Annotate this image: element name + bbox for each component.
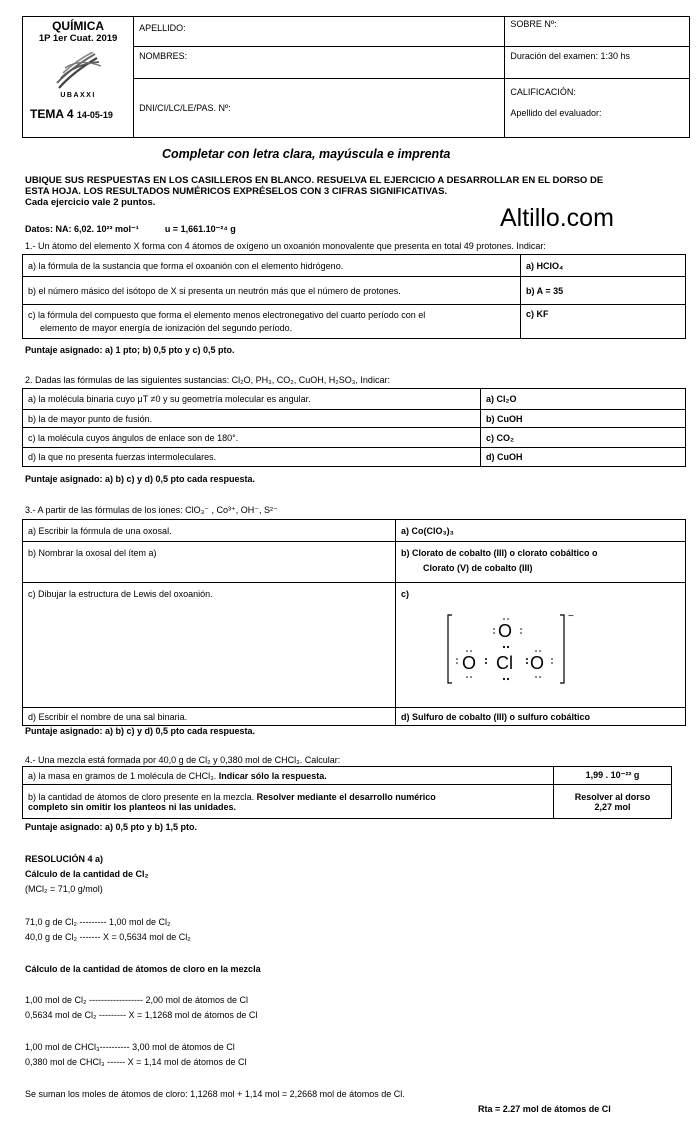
resolution-line-1: 71,0 g de Cl₂ --------- 1,00 mol de Cl₂ [25,917,171,927]
subject-name: QUÍMICA [52,19,105,33]
exam-date: 14-05-19 [76,110,113,120]
watermark: Altillo.com [500,204,614,232]
table-row [23,428,686,448]
resolution-subheading-2: Cálculo de la cantidad de átomos de cloro en la mezcla [25,964,261,974]
subject-cell [23,17,134,138]
dni-field[interactable]: DNI/CI/LC/LE/PAS. Nº: [134,79,505,138]
resolution-line-2: 40,0 g de Cl₂ ------- X = 0,5634 mol de Cl₂ [25,932,191,942]
lewis-chlorine: Cl [496,653,513,673]
evaluador-label: Apellido del evaluador: [510,108,602,118]
q2-c-text: c) la molécula cuyos ángulos de enlace son de 180°. [23,428,481,448]
q1-c-text: c) la fórmula del compuesto que forma el elemento menos electronegativo del cuarto período con el elemento de mayor energía de ionización del segundo período. [23,305,521,339]
q1-statement: 1.- Un átomo del elemento X forma con 4 átomos de oxígeno un oxoanión monovalente que presenta en total 49 protones. Indicar: [25,241,546,251]
tema-label: TEMA 4 14-05-19 [30,107,113,121]
page-title: Completar con letra clara, mayúscula e imprenta [162,147,451,161]
q3-d-answer[interactable]: d) Sulfuro de cobalto (III) o sulfuro cobáltico [396,708,686,726]
q3-a-text: a) Escribir la fórmula de una oxosal. [23,520,396,542]
lewis-oxygen-top: O [498,621,513,641]
resolution-molar-mass: (MCl₂ = 71,0 g/mol) [25,884,103,894]
table-row [23,410,686,428]
q1-score: Puntaje asignado: a) 1 pto; b) 0,5 pto y c) 0,5 pto. [25,345,235,355]
q4-a-text: a) la masa en gramos de 1 molécula de CHCl₃. Indicar sólo la respuesta. [23,767,554,785]
q3-c-answer: c) [401,589,410,599]
q2-d-text: d) la que no presenta fuerzas intermoleculares. [23,448,481,467]
q4-a-answer[interactable]: 1,99 . 10⁻²² g [554,767,672,785]
calificacion-cell[interactable] [505,79,690,138]
datos-line: Datos: NA: 6,02. 10²³ mol⁻¹ u = 1,661.10⁻²⁴ g [25,224,236,234]
duracion-label: Duración del examen: 1:30 hs [505,47,690,79]
calificacion-label: CALIFICACIÓN: [510,87,576,97]
q4-table [22,766,672,819]
resolution-line-6: 0,380 mol de CHCl₃ ------ X = 1,14 mol de átomos de Cl [25,1057,247,1067]
apellido-field[interactable]: APELLIDO: [134,17,505,47]
exam-header [22,16,690,138]
resolution-line-4: 0,5634 mol de Cl₂ --------- X = 1,1268 mol de átomos de Cl [25,1010,258,1020]
instructions-line-2: ESTA HOJA. LOS RESULTADOS NUMÉRICOS EXPRÉSELOS CON 3 CIFRAS SIGNIFICATIVAS. [25,186,448,197]
q3-d-text: d) Escribir el nombre de una sal binaria. [23,708,396,726]
q1-table [22,254,686,339]
q1-c-answer[interactable]: c) KF [521,305,686,339]
table-row [23,448,686,467]
q2-score: Puntaje asignado: a) b) c) y d) 0,5 pto cada respuesta. [25,474,256,484]
q1-a-text: a) la fórmula de la sustancia que forma el oxoanión con el elemento hidrógeno. [23,255,521,277]
q3-c-answer-cell[interactable] [396,583,686,708]
q2-b-answer[interactable]: b) CuOH [481,410,686,428]
resolution-heading: RESOLUCIÓN 4 a) [25,854,104,864]
lewis-structure-diagram [444,609,584,689]
q2-c-answer[interactable]: c) CO₂ [481,428,686,448]
lewis-oxygen-left: O [462,653,477,673]
q1-a-answer[interactable]: a) HClO₄ [521,255,686,277]
logo-text: UBAXXI [60,92,96,99]
resolution-answer: Rta = 2.27 mol de átomos de Cl [478,1104,611,1114]
q2-d-answer[interactable]: d) CuOH [481,448,686,467]
resolution-line-3: 1,00 mol de Cl₂ ------------------ 2,00 mol de átomos de Cl [25,995,249,1005]
q3-c-text: c) Dibujar la estructura de Lewis del oxoanión. [23,583,396,708]
exam-period: 1P 1er Cuat. 2019 [38,33,118,44]
q4-b-text: b) la cantidad de átomos de cloro presente en la mezcla. Resolver mediante el desarrollo numérico completo sin omitir los planteos ni las unidades. [23,785,554,819]
lewis-oxygen-right: O [530,653,545,673]
q3-score: Puntaje asignado: a) b) c) y d) 0,5 pto cada respuesta. [25,726,256,736]
q3-statement: 3.- A partir de las fórmulas de los iones: ClO₃⁻ , Co³⁺, OH⁻, S²⁻ [25,505,278,515]
instructions-line-1: UBIQUE SUS RESPUESTAS EN LOS CASILLEROS EN BLANCO. RESUELVA EL EJERCICIO A DESARROLLAR EN EL DORSO DE [25,175,604,186]
q3-b-answer[interactable]: b) Clorato de cobalto (III) o clorato cobáltico o Clorato (V) de cobalto (III) [396,542,686,583]
ubaxxi-logo-icon [53,52,103,90]
q1-b-answer[interactable]: b) A = 35 [521,277,686,305]
q2-b-text: b) la de mayor punto de fusión. [23,410,481,428]
q2-table [22,388,686,467]
q4-b-answer[interactable]: Resolver al dorso 2,27 mol [554,785,672,819]
q2-a-answer[interactable]: a) Cl₂O [481,389,686,410]
nombres-field[interactable]: NOMBRES: [134,47,505,79]
sobre-field[interactable]: SOBRE Nº: [505,17,690,47]
q1-b-text: b) el número másico del isótopo de X si presenta un neutrón más que el número de protones. [23,277,521,305]
q3-a-answer[interactable]: a) Co(ClO₃)₃ [396,520,686,542]
q4-score: Puntaje asignado: a) 0,5 pto y b) 1,5 pto. [25,822,198,832]
q3-table [22,519,686,726]
resolution-line-7: Se suman los moles de átomos de cloro: 1,1268 mol + 1,14 mol = 2,2668 mol de átomos de Cl. [25,1089,405,1099]
q2-statement: 2. Dadas las fórmulas de las siguientes sustancias: Cl₂O, PH₃, CO₂, CuOH, H₂SO₃, Indicar: [25,375,390,385]
instructions-line-3: Cada ejercicio vale 2 puntos. [25,197,156,208]
q3-b-text: b) Nombrar la oxosal del ítem a) [23,542,396,583]
table-row [23,389,686,410]
resolution-line-5: 1,00 mol de CHCl₃---------- 3,00 mol de átomos de Cl [25,1042,235,1052]
resolution-subheading-1: Cálculo de la cantidad de Cl₂ [25,869,149,879]
q4-statement: 4.- Una mezcla está formada por 40,0 g de Cl₂ y 0,380 mol de CHCl₃. Calcular: [25,755,341,765]
q2-a-text: a) la molécula binaria cuyo μT ≠0 y su geometría molecular es angular. [23,389,481,410]
lewis-charge: − [568,611,574,622]
